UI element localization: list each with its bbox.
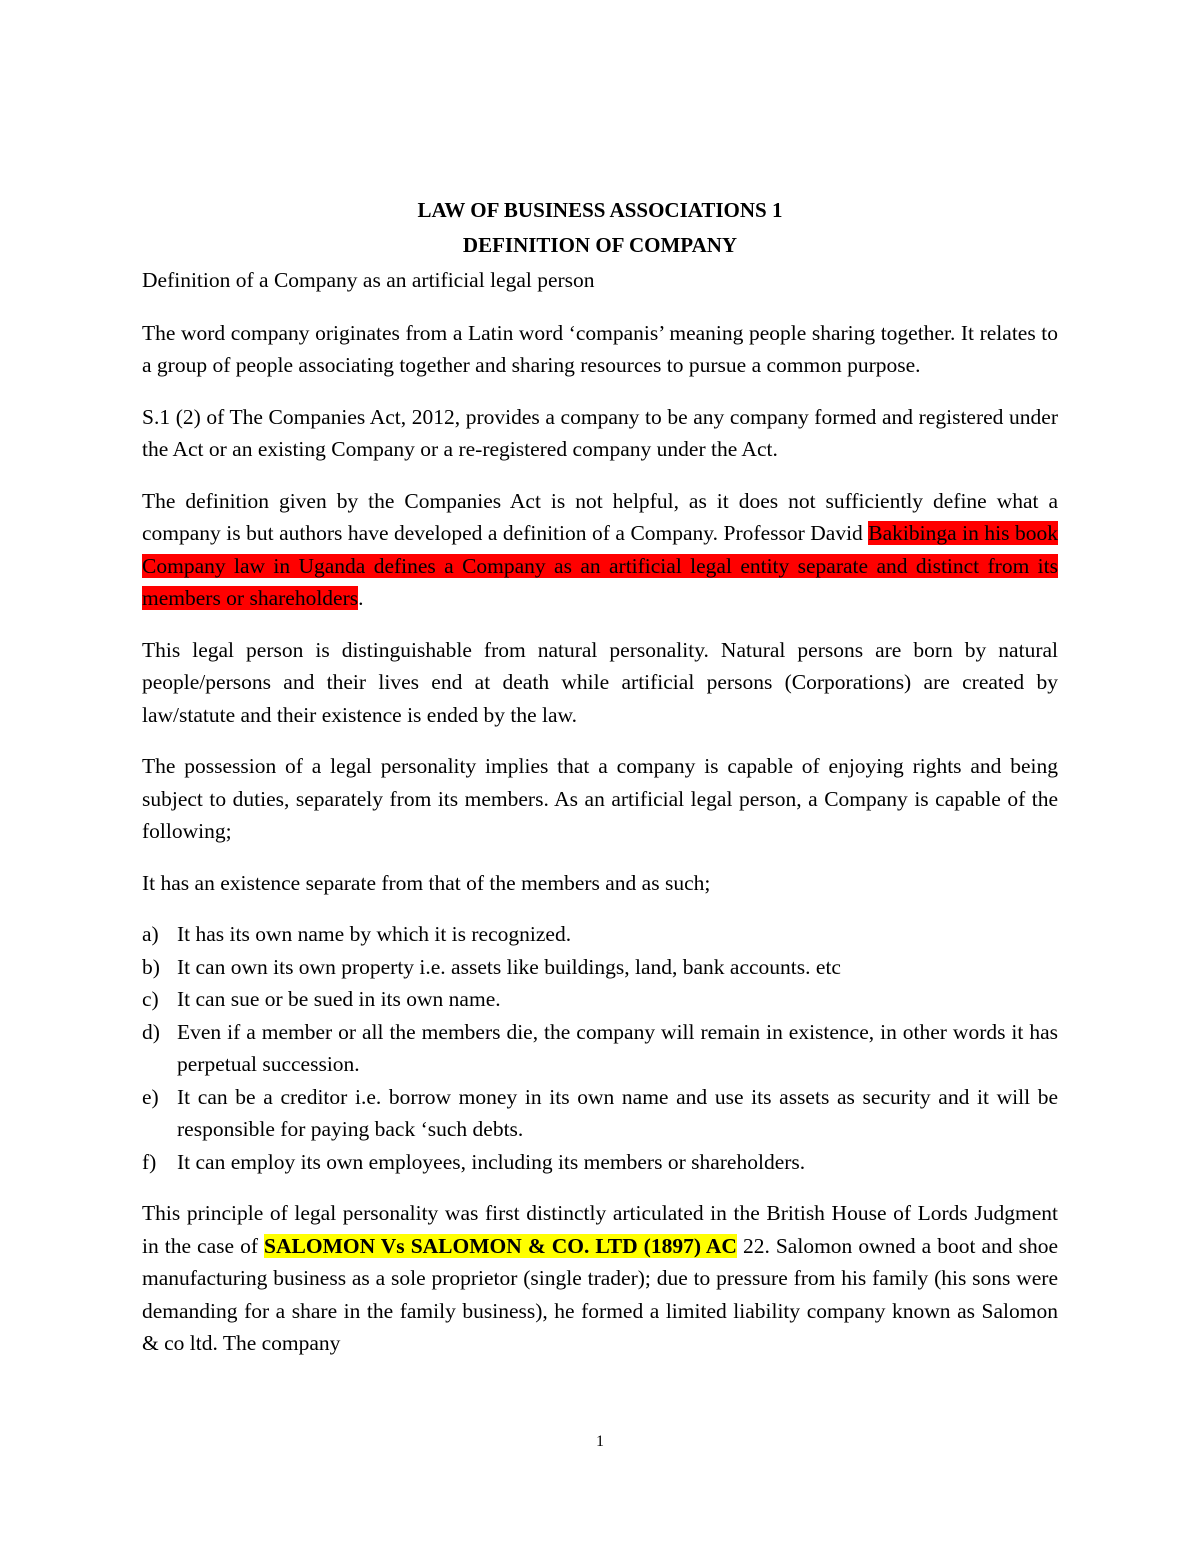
list-item-text: It has its own name by which it is recognized. [177, 922, 572, 946]
paragraph-etymology: The word company originates from a Latin word ‘companis’ meaning people sharing together. It relates to a group of people associating together and sharing resources to pursue a common purpose. [142, 320, 1058, 377]
list-item-label: d) [142, 1019, 160, 1044]
paragraph-statutory-definition: S.1 (2) of The Companies Act, 2012, provides a company to be any company formed and registered under the Act or an existing Company or a re-registered company under the Act. [142, 404, 1058, 461]
document-subtitle: DEFINITION OF COMPANY [462, 233, 738, 257]
list-item-text: It can own its own property i.e. assets like buildings, land, bank accounts. etc [177, 954, 841, 979]
list-item [142, 918, 1058, 951]
list-item [142, 1016, 1058, 1081]
page-number: 1 [596, 1433, 604, 1450]
intro-line: Definition of a Company as an artificial legal person [142, 268, 595, 292]
list-item [142, 1081, 1058, 1146]
paragraph-separate-existence: It has an existence separate from that of the members and as such; [142, 870, 711, 895]
paragraph-author-definition [142, 485, 1058, 615]
list-item-text: It can sue or be sued in its own name. [177, 987, 501, 1011]
list-item [142, 951, 1058, 984]
list-item-text: It can be a creditor i.e. borrow money in its own name and use its assets as security and it will be responsible for paying back ‘such debts. [177, 1084, 1058, 1141]
paragraph-salomon-lead: This principle of legal personality was first distinctly articulated in the British House of Lords Judgment in the case of [142, 1201, 1058, 1258]
list-item-text: It can employ its own employees, including its members or shareholders. [177, 1149, 806, 1174]
red-highlighted-definition: Bakibinga in his book Company law in Uganda defines a Company as an artificial legal entity separate and distinct from its members or shareholders [142, 521, 1058, 610]
list-item [142, 1146, 1058, 1179]
list-item-label: a) [142, 922, 159, 946]
list-item-label: c) [142, 987, 159, 1011]
paragraph-author-definition-end: . [358, 586, 364, 610]
list-item-label: f) [142, 1149, 157, 1174]
yellow-highlighted-case-citation: SALOMON Vs SALOMON & CO. LTD (1897) AC [264, 1233, 737, 1258]
paragraph-author-definition-lead: The definition given by the Companies Act is not helpful, as it does not sufficiently define what a company is but authors have developed a definition of a Company. Professor David [142, 488, 1058, 545]
list-item-label: b) [142, 954, 160, 979]
list-item-label: e) [142, 1084, 159, 1109]
document-title: LAW OF BUSINESS ASSOCIATIONS 1 [417, 198, 783, 222]
document-body [142, 264, 1058, 1379]
capabilities-list [142, 918, 1058, 1178]
paragraph-legal-personality: The possession of a legal personality implies that a company is capable of enjoying rights and being subject to duties, separately from its members. As an artificial legal person, a Company is capable of the following; [142, 754, 1058, 843]
paragraph-natural-vs-artificial: This legal person is distinguishable from natural personality. Natural persons are born by natural people/persons and their lives end at death while artificial persons (Corporations) are created by law/statute and their existence is ended by the law. [142, 637, 1058, 727]
paragraph-salomon-case [142, 1197, 1058, 1360]
list-item-text: Even if a member or all the members die, the company will remain in existence, in other words it has perpetual succession. [177, 1019, 1058, 1076]
paragraph-salomon-rest: 22. Salomon owned a boot and shoe manufacturing business as a sole proprietor (single trader); due to pressure from his family (his sons were demanding for a share in the family business), he formed a limited liability company known as Salomon & co ltd. The company [142, 1233, 1058, 1355]
list-item [142, 983, 1058, 1016]
